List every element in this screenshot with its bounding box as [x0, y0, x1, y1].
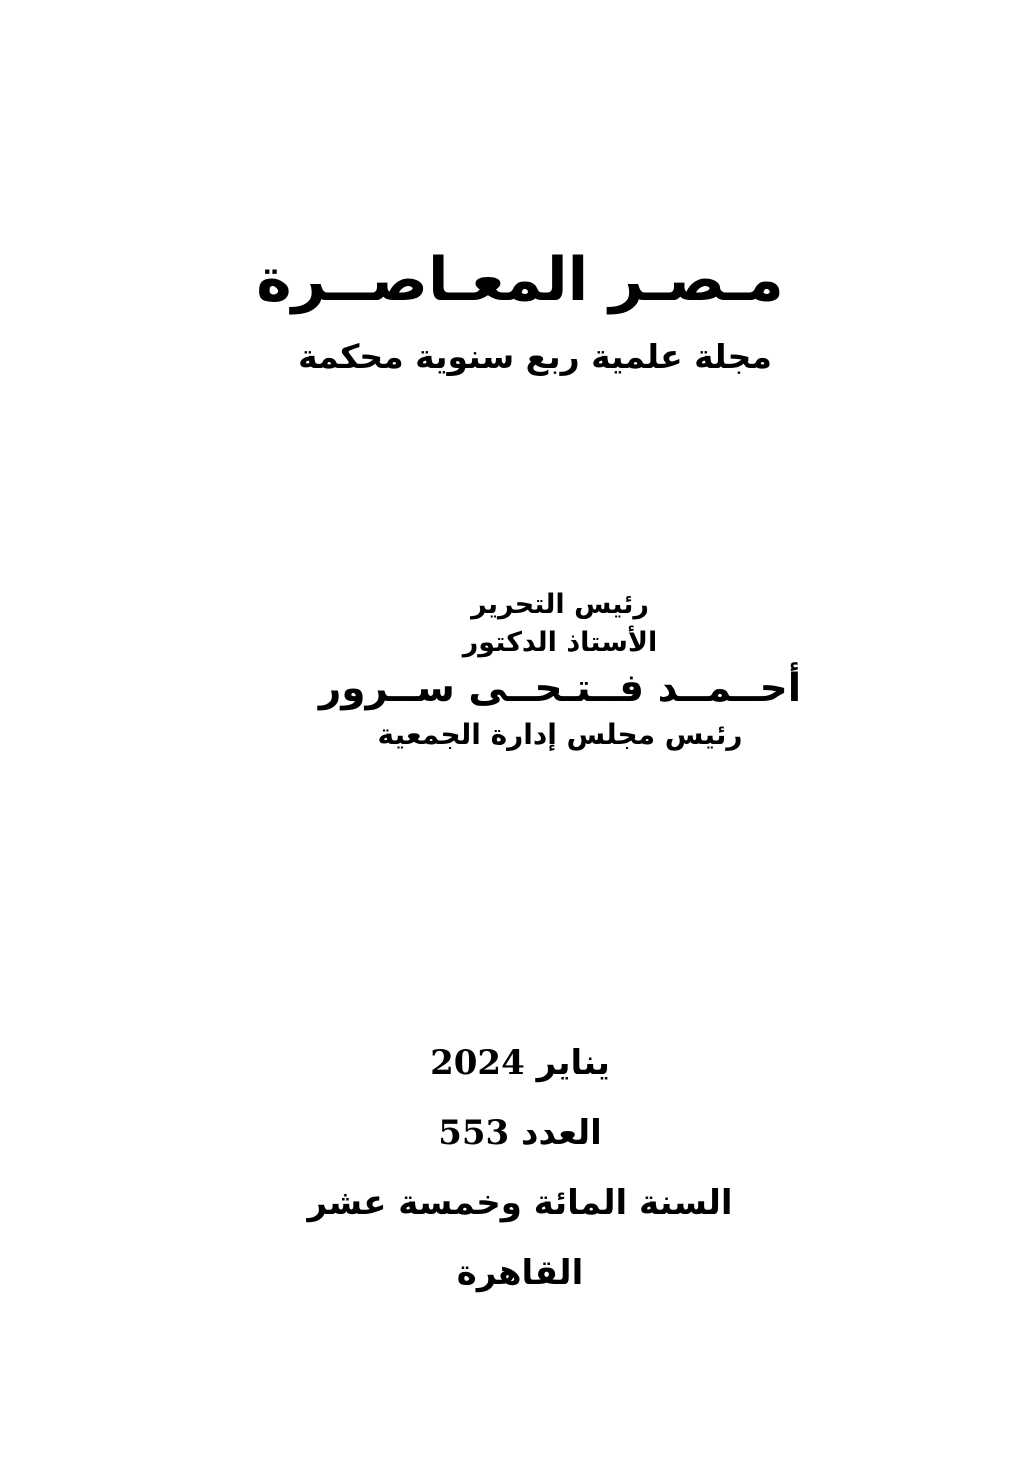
- editor-position: رئيس مجلس إدارة الجمعية: [377, 718, 743, 752]
- journal-subtitle: مجلة علمية ربع سنوية محكمة: [298, 337, 772, 376]
- masthead: [0, 240, 1022, 380]
- issue-city: القاهرة: [456, 1253, 584, 1293]
- issue-year: السنة المائة وخمسة عشر: [307, 1183, 733, 1223]
- issue-date: يناير 2024: [430, 1043, 610, 1083]
- editor-name: أحــمــد فــتـحــى ســرور: [318, 665, 802, 711]
- issue-number: العدد 553: [438, 1113, 602, 1153]
- editor-block: [49, 586, 1022, 754]
- editor-role-title: رئيس التحرير: [471, 589, 649, 620]
- editor-honorific: الأستاذ الدكتور: [462, 626, 658, 658]
- issue-info-block: [9, 1028, 1022, 1308]
- journal-title: مـصـر المعـاصــرة: [256, 245, 784, 315]
